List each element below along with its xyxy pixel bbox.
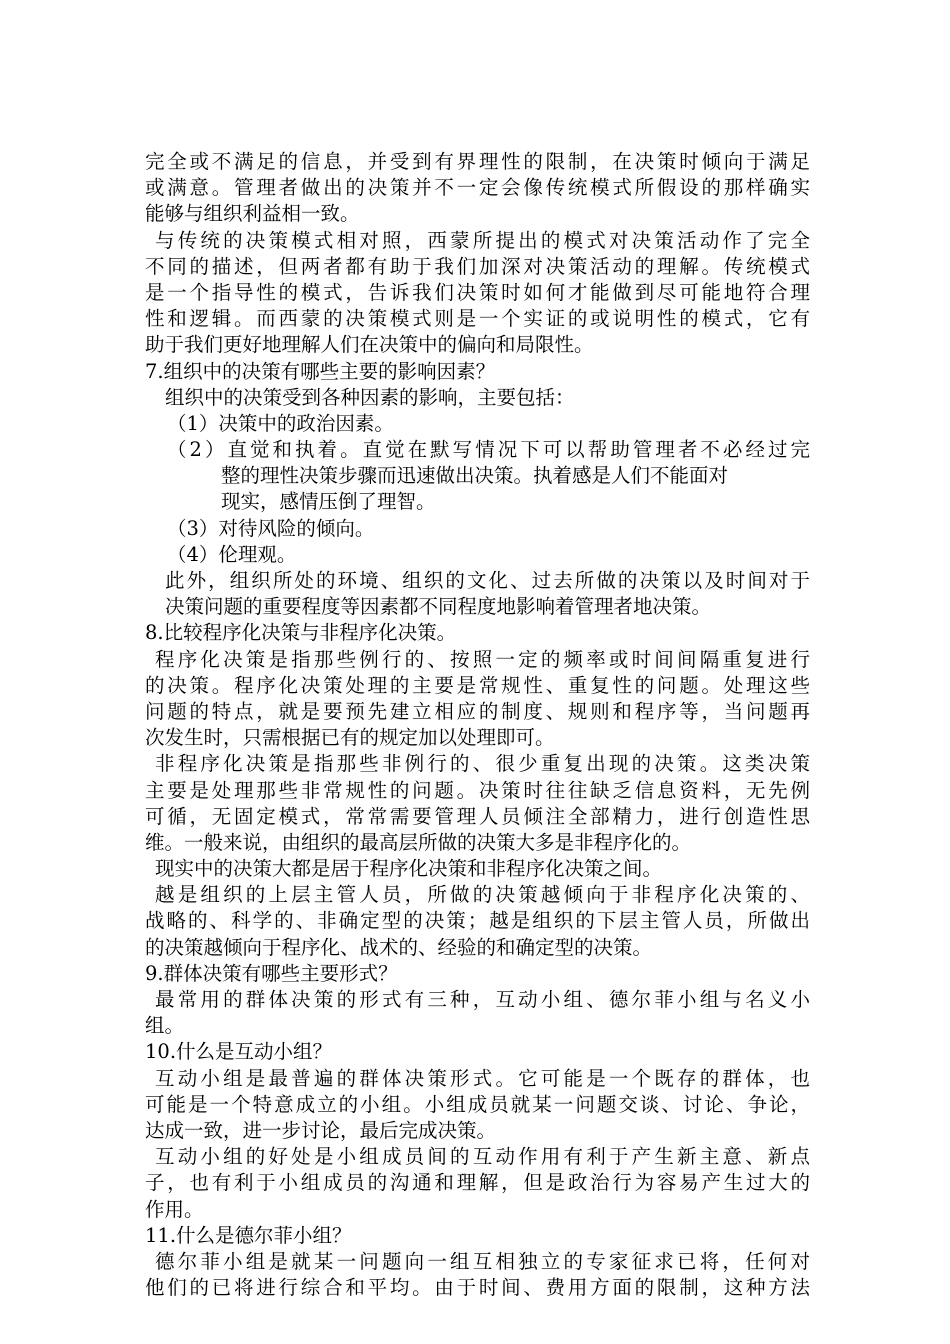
text-line: 或满意。管理者做出的决策并不一定会像传统模式所假设的那样确实 (145, 176, 810, 200)
text-line: 不同的描述，但两者都有助于我们加深对决策活动的理解。传统模式 (145, 254, 810, 278)
list-item: （1）决策中的政治因素。 (167, 411, 394, 435)
text-line: 次发生时，只需根据已有的规定加以处理即可。 (145, 726, 555, 750)
paragraph-first-line: 非程序化决策是指那些非例行的、很少重复出现的决策。这类决策 (155, 752, 810, 776)
paragraph-first-line: 决策问题的重要程度等因素都不同程度地影响着管理者地决策。 (165, 595, 712, 619)
paragraph-first-line: 德尔菲小组是就某一问题向一组互相独立的专家征求已将，任何对 (155, 1249, 810, 1273)
question-heading: 7.组织中的决策有哪些主要的影响因素？ (145, 359, 496, 383)
paragraph-first-line: 现实中的决策大都是居于程序化决策和非程序化决策之间。 (155, 857, 663, 881)
paragraph-first-line: 互动小组是最普遍的群体决策形式。它可能是一个既存的群体，也 (155, 1066, 810, 1090)
text-line: 的决策越倾向于程序化、战术的、经验的和确定型的决策。 (145, 935, 653, 959)
question-heading: 9.群体决策有哪些主要形式？ (145, 961, 398, 985)
text-line: 能够与组织利益相一致。 (145, 202, 360, 226)
question-heading: 10.什么是互动小组？ (145, 1040, 333, 1064)
text-line: 助于我们更好地理解人们在决策中的偏向和局限性。 (145, 333, 594, 357)
list-item: （2）直觉和执着。直觉在默写情况下可以帮助管理者不必经过完 (167, 438, 810, 462)
text-line: 性和逻辑。而西蒙的决策模式则是一个实证的或说明性的模式，它有 (145, 307, 810, 331)
text-line: 问题的特点，就是要预先建立相应的制度、规则和程序等，当问题再 (145, 699, 810, 723)
text-line: 维。一般来说，由组织的最高层所做的决策大多是非程序化的。 (145, 830, 692, 854)
paragraph-first-line: 此外，组织所处的环境、组织的文化、过去所做的决策以及时间对于 (165, 569, 810, 592)
paragraph-first-line: 组织中的决策受到各种因素的影响，主要包括： (165, 385, 575, 409)
text-line: 子，也有利于小组成员的沟通和理解，但是政治行为容易产生过大的 (145, 1171, 810, 1195)
question-heading: 11.什么是德尔菲小组？ (145, 1223, 352, 1247)
list-item-continuation: 整的理性决策步骤而迅速做出决策。执着感是人们不能面对 (221, 464, 729, 488)
paragraph-first-line: 程序化决策是指那些例行的、按照一定的频率或时间间隔重复进行 (155, 647, 810, 671)
text-line: 战略的、科学的、非确定型的决策；越是组织的下层主管人员，所做出 (145, 909, 810, 933)
paragraph-first-line: 互动小组的好处是小组成员间的互动作用有利于产生新主意、新点 (155, 1145, 810, 1169)
list-item-continuation: 现实，感情压倒了理智。 (221, 490, 436, 514)
text-line: 的决策。程序化决策处理的主要是常规性、重复性的问题。处理这些 (145, 673, 810, 697)
text-line: 是一个指导性的模式，告诉我们决策时如何才能做到尽可能地符合理 (145, 280, 810, 304)
paragraph-first-line: 最常用的群体决策的形式有三种，互动小组、德尔菲小组与名义小 (155, 988, 810, 1011)
text-line: 达成一致，进一步讨论，最后完成决策。 (145, 1118, 497, 1142)
text-line: 他们的已将进行综合和平均。由于时间、费用方面的限制，这种方法 (145, 1276, 810, 1300)
paragraph-first-line: 越是组织的上层主管人员，所做的决策越倾向于非程序化决策的、 (155, 883, 810, 907)
text-line: 可能是一个特意成立的小组。小组成员就某一问题交谈、讨论、争论， (145, 1092, 810, 1116)
list-item: （4）伦理观。 (167, 542, 297, 566)
text-line: 主要是处理那些非常规性的问题。决策时往往缺乏信息资料，无先例 (145, 778, 810, 802)
question-heading: 8.比较程序化决策与非程序化决策。 (145, 621, 457, 645)
list-item: （3）对待风险的倾向。 (167, 516, 375, 540)
text-line: 完全或不满足的信息，并受到有界理性的限制，在决策时倾向于满足 (145, 150, 810, 173)
text-line: 可循，无固定模式，常常需要管理人员倾注全部精力，进行创造性思 (145, 804, 810, 828)
text-line: 作用。 (145, 1197, 204, 1221)
document-page (145, 149, 810, 1301)
text-line: 组。 (145, 1014, 185, 1038)
paragraph-first-line: 与传统的决策模式相对照，西蒙所提出的模式对决策活动作了完全 (155, 228, 810, 252)
